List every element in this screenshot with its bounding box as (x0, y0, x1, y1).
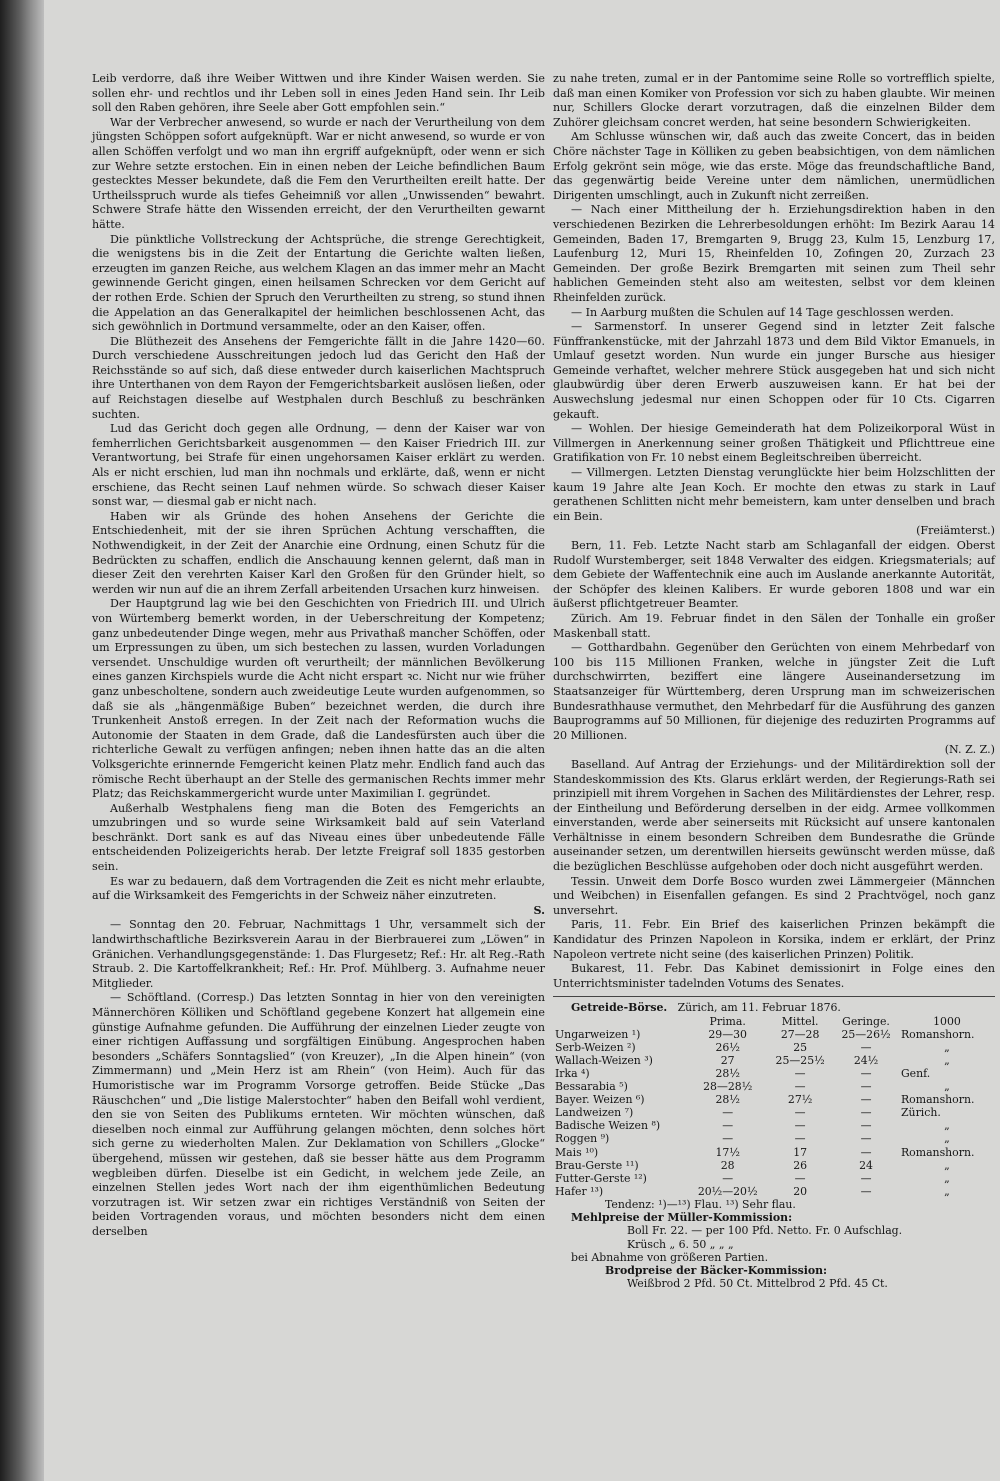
table-row (553, 1093, 995, 1106)
market-header (553, 1001, 995, 1014)
source-credit: (Freiämterst.) (916, 524, 995, 538)
grain-name: Wallach-Weizen ³) (555, 1053, 653, 1067)
table-row (553, 1119, 995, 1132)
news-item: Tessin. Unweit dem Dorfe Bosco wurden zwei Lämmergeier (Männchen und Weibchen) in Eisenfallen gefangen. Es sind 2 Prachtvögel, noch ganz unversehrt. (553, 874, 995, 917)
table-row (553, 1041, 995, 1054)
column-header: Geringe. (842, 1014, 890, 1028)
flour-price-heading: Mehlpreise der Müller-Kommission: (571, 1211, 793, 1225)
paragraph: Haben wir als Gründe des hohen Ansehens der Gerichte die Entschiedenheit, mit der sie ihren Sprüchen Achtung verschafften, die Nothwendigkeit, in der Zeit der Anarchie eine Ordnung, einen Schutz für die Bedrückten zu schaffen, endlich die Anschauung kennen gelernt, daß man in dieser Zeit den verehrten Kaiser Karl den Großen für den Gründer hielt, so werden wir nun auf die an ihrem Zerfall arbeitenden Ursachen kurz hinweisen. (92, 509, 545, 596)
price-prima: — (722, 1119, 734, 1133)
delivery-place: Zürich. (900, 1106, 941, 1120)
price-prima: 26½ (715, 1040, 740, 1054)
paragraph: Am Schlusse wünschen wir, daß auch das zweite Concert, das in beiden Chöre nächster Tage in Kölliken zu geben beabsichtigen, von dem nämlichen Erfolg gekrönt sein möge, wie das erste. Möge das freundschaftliche Band, das gegenwärtig beide Vereine unter dem nämlichen, unermüdlichen Dirigenten umschlingt, auch in Zukunft nicht zerreißen. (553, 130, 995, 202)
delivery-place: „ (944, 1119, 950, 1133)
price-mittel: 17 (793, 1145, 808, 1159)
price-mittel: 20 (793, 1184, 808, 1198)
right-column (553, 72, 995, 1290)
delivery-place: Genf. (900, 1066, 931, 1080)
delivery-place: Romanshorn. (900, 1145, 975, 1159)
price-geringe: — (860, 1106, 872, 1120)
table-row (553, 1080, 995, 1093)
grain-name: Irka ⁴) (555, 1066, 590, 1080)
price-mittel: — (794, 1066, 806, 1080)
table-row (553, 1067, 995, 1080)
price-geringe: — (860, 1184, 872, 1198)
price-geringe: 25—26½ (841, 1027, 891, 1041)
price-geringe: — (860, 1040, 872, 1054)
news-item: Paris, 11. Febr. Ein Brief des kaiserlichen Prinzen bekämpft die Kandidatur des Prinzen Napoleon in Korsika, indem er erklärt, der Prinz Napoleon vertrete nicht seine (des kaiserlichen Prinzen) Politik. (553, 918, 995, 961)
paragraph: Leib verdorre, daß ihre Weiber Wittwen und ihre Kinder Waisen werden. Sie sollen ehr- und rechtlos und ihr Leben soll in eines Jeden Hand sein. Ihr Leib soll den Raben gehören, ihre Seele aber Gott empfohlen sein.“ (92, 72, 545, 115)
delivery-place: „ (944, 1040, 950, 1054)
news-item: — In Aarburg mußten die Schulen auf 14 Tage geschlossen werden. (571, 305, 954, 319)
delivery-place: Romanshorn. (900, 1093, 975, 1107)
news-item: — Gotthardbahn. Gegenüber den Gerüchten von einem Mehrbedarf von 100 bis 115 Millionen Franken, welche in jüngster Zeit die Luft durchschwirrten, beziffert eine längere Auseinandersetzung im Staatsanzeiger für Württemberg, deren Ursprung man im schweizerischen Bundesrathhause vermuthet, den Mehrbedarf für die Ausführung des ganzen Bauprogramms auf 50 Millionen, für diejenige des reduzirten Programms auf 20 Millionen. (553, 641, 995, 742)
news-item: — Sarmenstorf. In unserer Gegend sind in letzter Zeit falsche Fünffrankenstücke, mit der Jahrzahl 1873 und dem Bild Viktor Emanuels, in Umlauf gesetzt worden. Nun wurde ein junger Bursche aus hiesiger Gemeinde verhaftet, welcher mehrere Stück ausgegeben hat und sich nicht glaubwürdig über deren Erwerb auszuweisen kann. Er hat bei der Auswechslung jedesmal nur einen Schoppen oder für 10 Cts. Cigarren gekauft. (553, 320, 995, 421)
grain-name: Roggen ⁹) (555, 1132, 610, 1146)
table-row (553, 1172, 995, 1185)
column-header: 1000 (933, 1014, 961, 1028)
paragraph: zu nahe treten, zumal er in der Pantomime seine Rolle so vortrefflich spielte, daß man einen Komiker von Profession vor sich zu haben glaubte. Wir meinen nur, Schillers Glocke derart vorzutragen, daß die einzelnen Bilder dem Zuhörer gleichsam concret werden, hat seine besondern Schwierigkeiten. (553, 72, 995, 129)
price-mittel: 27—28 (780, 1027, 820, 1041)
price-table (553, 1015, 995, 1198)
price-geringe: 24½ (853, 1053, 879, 1067)
price-prima: 27 (720, 1053, 735, 1067)
price-mittel: 25 (793, 1040, 808, 1054)
price-prima: 29—30 (708, 1027, 747, 1041)
news-item: — Schöftland. (Corresp.) Das letzten Sonntag in hier von den vereinigten Männerchören Kölliken und Schöftland gegebene Konzert hat allgemein eine günstige Aufnahme gefunden. Die Aufführung der einzelnen Lieder zeugte von einer richtigen Auffassung und sorgfältigen Einübung. Angesprochen haben besonders „Schäfers Sonntagslied“ (von Kreuzer), „In die Alpen hinein“ (von Zimmermann) und „Mein Herz ist am Rhein“ (von Heim). Auch für das Humoristische war im Programm Vorsorge getroffen. Beide Stücke „Das Räuschchen“ und „Die listige Malerstochter“ haben den Beifall wohl verdient, den sie von Seiten des Publikums ernteten. Wir möchten wünschen, daß dieselben noch einmal zur Aufführung gelangen möchten, denn solches hört sich gerne zu wiederholten Malen. Zur Deklamation von Schillers „Glocke“ übergehend, müssen wir gestehen, daß sie besser hätte aus dem Programm wegbleiben dürfen. Dieselbe ist ein Gedicht, in welchem jede Zeile, an einzelnen Stellen jedes Wort nach der ihm eigenthümlichen Bedeutung vorzutragen ist. Wir setzen zwar ein richtiges Verständniß von Seiten der beiden Vortragenden voraus, und möchten besonders nicht dem einen derselben (92, 991, 545, 1238)
grain-name: Serb-Weizen ²) (555, 1040, 636, 1054)
price-geringe: — (860, 1145, 872, 1159)
flour-price-krusch: Krüsch „ 6. 50 „ „ „ (627, 1237, 734, 1251)
price-mittel: — (794, 1132, 806, 1146)
price-mittel: 27½ (787, 1093, 813, 1107)
price-prima: 17½ (715, 1145, 740, 1159)
table-row (553, 1146, 995, 1159)
paragraph: War der Verbrecher anwesend, so wurde er nach der Verurtheilung von dem jüngsten Schöppen sofort aufgeknüpft. War er nicht anwesend, so wurde er von allen Schöffen verfolgt und wo man ihn ergriff aufgeknüpft, oder wenn er sich zur Wehre setzte erstochen. Ein in einen neben der Leiche befindlichen Baum gestecktes Messer bekundete, daß die Fem den Verurtheilten ereilt hatte. Der Urtheilsspruch wurde als tiefes Geheimniß vor allen „Unwissenden“ bewahrt. Schwere Strafe hätte den Wissenden erreicht, der den Verurtheilten gewarnt hätte. (92, 115, 545, 231)
price-geringe: — (860, 1093, 872, 1107)
news-item: — Nach einer Mittheilung der h. Erziehungsdirektion haben in den verschiedenen Bezirken die Lehrerbesoldungen erhöht: Im Bezirk Aarau 14 Gemeinden, Baden 17, Bremgarten 9, Brugg 23, Kulm 15, Lenzburg 17, Laufenburg 12, Muri 15, Rheinfelden 10, Zofingen 20, Zurzach 23 Gemeinden. Der große Bezirk Bremgarten mit seinen zum Theil sehr hablichen Gemeinden steht also am weitesten, selbst vor dem kleinen Rheinfelden zurück. (553, 203, 995, 304)
delivery-place: „ (944, 1053, 950, 1067)
flour-price-note: bei Abnahme von größeren Partien. (571, 1250, 769, 1264)
grain-name: Brau-Gerste ¹¹) (555, 1158, 639, 1172)
column-header: Prima. (709, 1014, 746, 1028)
price-mittel: — (794, 1106, 806, 1120)
price-prima: — (722, 1132, 734, 1146)
bread-price-heading: Brodpreise der Bäcker-Kommission: (605, 1263, 828, 1277)
market-tendency: Tendenz: ¹)—¹³) Flau. ¹³) Sehr flau. (605, 1197, 796, 1211)
price-mittel: — (794, 1171, 806, 1185)
price-geringe: — (860, 1132, 872, 1146)
grain-name: Bayer. Weizen ⁶) (555, 1093, 645, 1107)
table-row (553, 1106, 995, 1119)
grain-name: Badische Weizen ⁸) (555, 1119, 661, 1133)
price-prima: — (722, 1171, 734, 1185)
news-item: Zürich. Am 19. Februar findet in den Sälen der Tonhalle ein großer Maskenball statt. (553, 611, 995, 640)
grain-exchange-section (553, 1001, 995, 1290)
news-item: Baselland. Auf Antrag der Erziehungs- und der Militärdirektion soll der Standeskommission des Kts. Glarus erklärt werden, der Regierungs-Rath sei prinzipiell mit ihrem Vorgehen in Sachen des Militärdienstes der Lehrer, resp. der Eintheilung und Beförderung derselben in der eidg. Armee vollkommen einverstanden, werde aber seinerseits mit Rücksicht auf unsere kantonalen Verhältnisse in einem besondern Schreiben dem Bundesrathe die Gründe auseinander setzen, um derentwillen hierseits gewünscht werden müsse, daß die bezüglichen Beschlüsse aufgehoben oder doch nicht ausgeführt werden. (553, 757, 995, 874)
news-item: — Sonntag den 20. Februar, Nachmittags 1 Uhr, versammelt sich der landwirthschaftliche Bezirksverein Aarau in der Bierbrauerei zum „Löwen“ in Gränichen. Verhandlungsgegenstände: 1. Das Flurgesetz; Ref.: Hr. alt Reg.-Rath Straub. 2. Die Kartoffelkrankheit; Ref.: Hr. Prof. Mühlberg. 3. Aufnahme neuer Mitglieder. (92, 918, 545, 990)
paragraph: Außerhalb Westphalens fieng man die Boten des Femgerichts an umzubringen und so wurde seine Wirksamkeit bald auf sein Vaterland beschränkt. Dort sank es auf das Niveau eines über unbedeutende Fälle entscheidenden Polizeigerichts herab. Der letzte Freigraf soll 1835 gestorben sein. (92, 801, 545, 874)
table-header-row (553, 1015, 995, 1028)
news-item: Bern, 11. Feb. Letzte Nacht starb am Schlaganfall der eidgen. Oberst Rudolf Wurstemberger, seit 1848 Verwalter des eidgen. Kriegsmaterials; auf dem Gebiete der Waffentechnik eine auch im Auslande anerkannte Autorität, der Schöpfer des kleinen Kalibers. Er wurde geboren 1808 und war ein äußerst pflichtgetreuer Beamter. (553, 539, 995, 611)
price-prima: 28—28½ (703, 1080, 753, 1094)
paragraph: Der Hauptgrund lag wie bei den Geschichten von Friedrich III. und Ulrich von Würtemberg bemerkt worden, in der Ueberschreitung der Kompetenz; ganz unbedeutender Dinge wegen, mehr aus Privathaß mancher Schöffen, oder um Erpressungen zu üben, um sich bestechen zu lassen, wurden Vorladungen versendet. Unschuldige wurden oft verurtheilt; der männlichen Bevölkerung eines ganzen Kirchspiels wurde die Acht nicht erspart ꝛc. Nicht nur wie früher ganz unbescholtene, sondern auch zweideutige Leute wurden aufgenommen, so daß sie als „hängenmäßige Buben“ bezeichnet werden, die durch ihre Trunkenheit Anstoß erregen. In der Zeit nach der Reformation wuchs die Autonomie der Staaten in dem Grade, daß die Landesfürsten auch über die richterliche Gewalt zu verfügen anfingen; neben ihnen hatte das an die alten Volksgerichte erinnernde Femgericht keinen Platz mehr. Endlich fand auch das römische Recht überhaupt an der Stelle des germanischen Rechts immer mehr Platz; das Reichskammergericht wurde unter Maximilian I. gegründet. (92, 597, 545, 801)
section-divider (553, 996, 995, 997)
delivery-place: „ (944, 1080, 950, 1094)
grain-name: Futter-Gerste ¹²) (555, 1171, 647, 1185)
price-prima: 28½ (715, 1093, 740, 1107)
grain-name: Hafer ¹³) (555, 1184, 604, 1198)
table-row (553, 1028, 995, 1041)
grain-name: Ungarweizen ¹) (555, 1027, 641, 1041)
paragraph: Es war zu bedauern, daß dem Vortragenden die Zeit es nicht mehr erlaubte, auf die Wirksamkeit des Femgerichts in der Schweiz näher einzutreten. (92, 874, 545, 903)
price-prima: 28½ (715, 1066, 740, 1080)
paragraph: Die pünktliche Vollstreckung der Achtsprüche, die strenge Gerechtigkeit, die wenigstens bis in die Zeit der Entartung die Gerichte walten ließen, erzeugten im ganzen Reiche, aus welchem Klagen an das immer mehr an Macht gewinnende Gericht gingen, einen heilsamen Schrecken vor dem Gericht auf der rothen Erde. Schien der Spruch den Verurtheilten zu streng, so stund ihnen die Appelation an das Generalkapitel der heimlichen beschlossenen Acht, das sich gewöhnlich in Dortmund versammelte, oder an den Kaiser, offen. (92, 232, 545, 334)
delivery-place: „ (944, 1132, 950, 1146)
bread-price-line: Weißbrod 2 Pfd. 50 Ct. Mittelbrod 2 Pfd. 45 Ct. (627, 1277, 888, 1291)
table-row (553, 1185, 995, 1198)
paragraph: Lud das Gericht doch gegen alle Ordnung, — denn der Kaiser war von femherrlichen Gerichtsbarkeit ausgenommen — den Kaiser Friedrich III. zur Verantwortung, bei Strafe für einen ungehorsamen Kaiser erklärt zu werden. Als er nicht erschien, lud man ihn nochmals und erklärte, daß, wenn er nicht erschiene, das Recht seinen Lauf nehmen würde. So schwach dieser Kaiser sonst war, — diesmal gab er nicht nach. (92, 422, 545, 509)
column-header: Mittel. (781, 1014, 819, 1028)
market-title: Getreide-Börse. (571, 1001, 668, 1015)
book-spine (0, 0, 44, 1481)
news-item: — Wohlen. Der hiesige Gemeinderath hat dem Polizeikorporal Wüst in Villmergen in Anerkennung seiner großen Thätigkeit und Pflichttreue eine Gratifikation von Fr. 10 nebst einem Begleitschreiben überreicht. (553, 422, 995, 465)
market-place-date: Zürich, am 11. Februar 1876. (677, 1001, 841, 1015)
grain-name: Mais ¹⁰) (555, 1145, 599, 1159)
delivery-place: „ (944, 1158, 950, 1172)
source-credit: (N. Z. Z.) (944, 743, 995, 757)
column-header (553, 1015, 688, 1028)
price-prima: — (722, 1106, 734, 1120)
price-geringe: — (860, 1171, 872, 1185)
price-geringe: — (860, 1066, 872, 1080)
table-row (553, 1159, 995, 1172)
flour-price-boll: Boll Fr. 22. — per 100 Pfd. Netto. Fr. 0 Aufschlag. (627, 1224, 903, 1238)
news-item: Bukarest, 11. Febr. Das Kabinet demissionirt in Folge eines den Unterrichtsminister tadelnden Votums des Senates. (553, 962, 995, 990)
price-mittel: — (794, 1080, 806, 1094)
table-row (553, 1054, 995, 1067)
delivery-place: „ (944, 1184, 950, 1198)
grain-name: Bessarabia ⁵) (555, 1080, 628, 1094)
paragraph: Die Blüthezeit des Ansehens der Femgerichte fällt in die Jahre 1420—60. Durch verschiedene Ausschreitungen jedoch lud das Gericht den Haß der Reichsstände so auf sich, daß diese entweder durch kaiserlichen Machtspruch ihre Unterthanen von dem Rayon der Femgerichtsbarkeit auslösen ließen, oder auf Reichstagen dieselbe auf Westphalen durch Beschluß zu beschränken suchten. (92, 334, 545, 421)
price-mittel: 25—25½ (775, 1053, 825, 1067)
price-geringe: 24 (859, 1158, 873, 1172)
delivery-place: Romanshorn. (900, 1027, 975, 1041)
delivery-place: „ (944, 1171, 950, 1185)
left-column (92, 72, 545, 1240)
author-signature: S. (533, 903, 545, 917)
price-prima: 20½—20½ (697, 1184, 758, 1198)
price-mittel: — (794, 1119, 806, 1133)
price-mittel: 26 (793, 1158, 808, 1172)
price-geringe: — (860, 1119, 872, 1133)
price-prima: 28 (720, 1158, 735, 1172)
grain-name: Landweizen ⁷) (555, 1106, 634, 1120)
table-row (553, 1132, 995, 1145)
price-geringe: — (860, 1080, 872, 1094)
news-item: — Villmergen. Letzten Dienstag verunglückte hier beim Holzschlitten der kaum 19 Jahre alte Jean Koch. Er mochte den etwas zu stark in Lauf gerathenen Schlitten nicht mehr bemeistern, kam unter denselben und brach ein Bein. (553, 466, 995, 523)
